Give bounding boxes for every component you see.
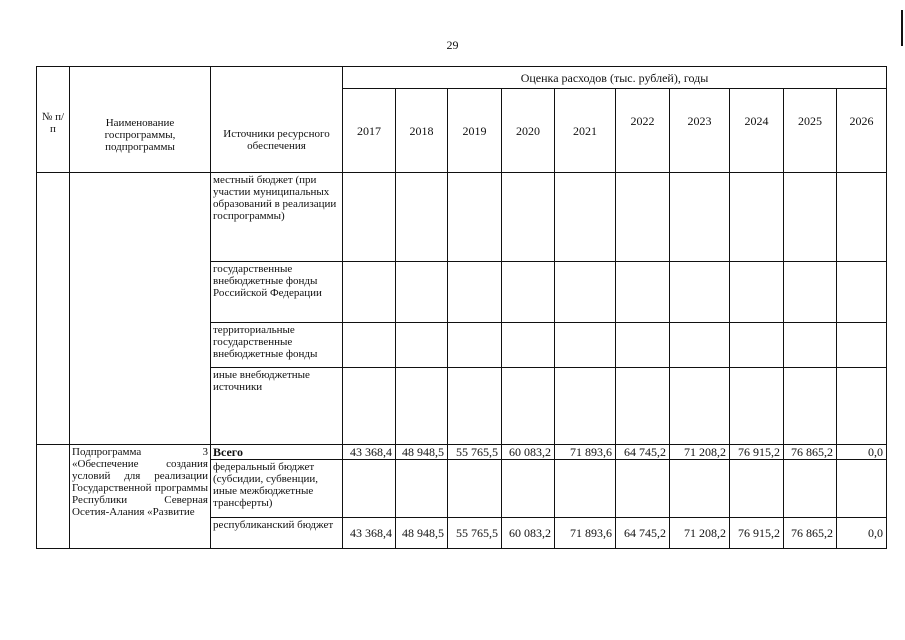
year-2026: 2026 [837, 89, 887, 173]
year-2017: 2017 [343, 89, 396, 173]
year-2020: 2020 [502, 89, 555, 173]
source-local-budget: местный бюджет (при участии муниципальных образований в реализации госпрограммы) [211, 173, 343, 262]
page-number: 29 [446, 38, 459, 52]
republic-2017: 43 368,4 [343, 518, 396, 549]
header-name: Наименование госпрограммы, подпрограммы [70, 67, 211, 173]
total-2022: 64 745,2 [616, 445, 670, 460]
source-territorial-funds: территориальные государственные внебюджетные фонды [211, 323, 343, 368]
source-state-funds: государственные внебюджетные фонды Российской Федерации [211, 262, 343, 323]
source-federal: федеральный бюджет (субсидии, субвенции, иные межбюджетные трансферты) [211, 460, 343, 518]
table-row [37, 173, 887, 262]
header-num: № п/п [37, 67, 70, 173]
source-other: иные внебюджетные источники [211, 368, 343, 445]
republic-2019: 55 765,5 [448, 518, 502, 549]
republic-2023: 71 208,2 [670, 518, 730, 549]
year-2024: 2024 [730, 89, 784, 173]
budget-table [36, 66, 887, 549]
total-2025: 76 865,2 [784, 445, 837, 460]
republic-2022: 64 745,2 [616, 518, 670, 549]
row-num-cell [37, 173, 70, 445]
year-2018: 2018 [396, 89, 448, 173]
row-num-cell [37, 445, 70, 549]
header-costs: Оценка расходов (тыс. рублей), годы [343, 67, 887, 89]
year-2019: 2019 [448, 89, 502, 173]
table-row-total [37, 445, 887, 460]
subprogram-name: Подпрограмма 3 «Обеспечение создания условий для реализации Государственной программы Республики Северная Осетия-Алания «Развитие [70, 445, 211, 549]
republic-2021: 71 893,6 [555, 518, 616, 549]
republic-2018: 48 948,5 [396, 518, 448, 549]
row-name-cell [70, 173, 211, 445]
total-2023: 71 208,2 [670, 445, 730, 460]
total-2021: 71 893,6 [555, 445, 616, 460]
source-republic: республиканский бюджет [211, 518, 343, 549]
year-2022: 2022 [616, 89, 670, 173]
republic-2026: 0,0 [837, 518, 887, 549]
year-2025: 2025 [784, 89, 837, 173]
total-2026: 0,0 [837, 445, 887, 460]
total-2017: 43 368,4 [343, 445, 396, 460]
total-2018: 48 948,5 [396, 445, 448, 460]
total-2019: 55 765,5 [448, 445, 502, 460]
year-2021: 2021 [555, 89, 616, 173]
republic-2020: 60 083,2 [502, 518, 555, 549]
header-row [37, 67, 887, 89]
year-2023: 2023 [670, 89, 730, 173]
total-2024: 76 915,2 [730, 445, 784, 460]
header-source: Источники ресурсного обеспечения [211, 67, 343, 173]
margin-rule [901, 10, 903, 46]
total-2020: 60 083,2 [502, 445, 555, 460]
republic-2025: 76 865,2 [784, 518, 837, 549]
source-total: Всего [211, 445, 343, 460]
republic-2024: 76 915,2 [730, 518, 784, 549]
